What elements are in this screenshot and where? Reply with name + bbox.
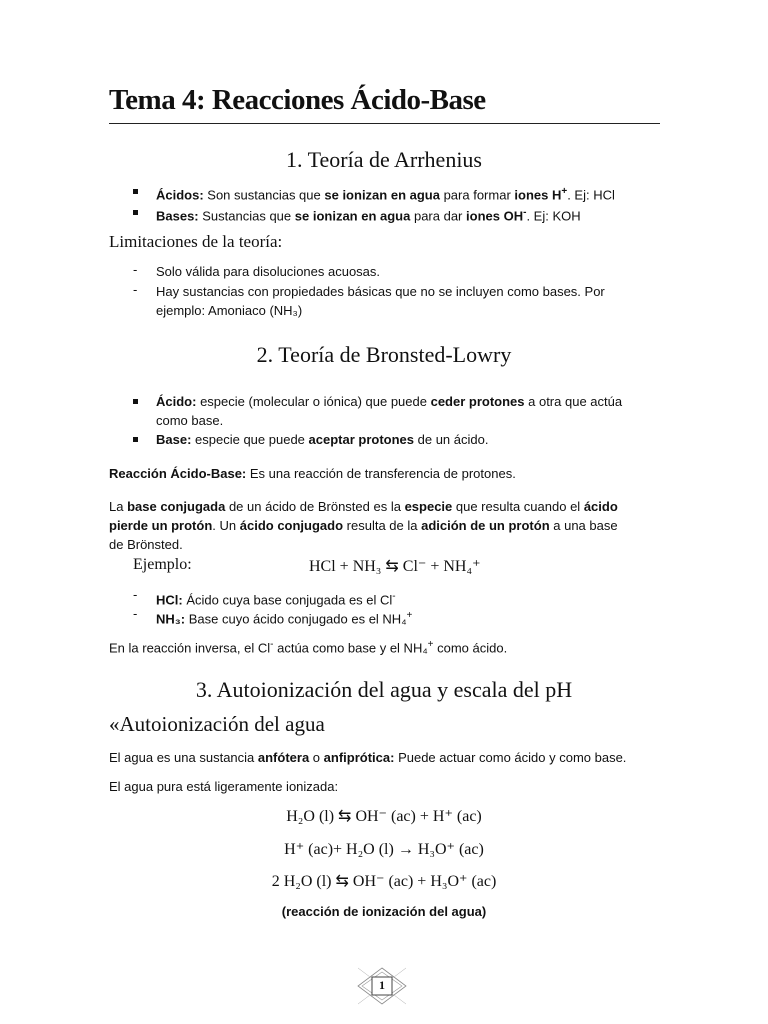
- limitation-2-line-2: ejemplo: Amoniaco (NH₃): [156, 303, 303, 318]
- conjugate-paragraph-line-1: La base conjugada de un ácido de Brönsted es la especie que resulta cuando el ácido: [109, 499, 618, 514]
- conjugate-paragraph-line-2: pierde un protón. Un ácido conjugado resulta de la adición de un protón a una base: [109, 518, 618, 533]
- bullet-icon: [133, 399, 138, 404]
- dash-marker: -: [133, 587, 138, 602]
- conjugate-paragraph-line-3: de Brönsted.: [109, 537, 183, 552]
- arrhenius-acid-item: Ácidos: Son sustancias que se ionizan en agua para formar iones H+. Ej: HCl: [156, 186, 615, 203]
- section-1-heading: 1. Teoría de Arrhenius: [285, 147, 482, 172]
- example-equation: HCl + NH₃ ⇆ Cl⁻ + NH₄⁺: [309, 558, 481, 575]
- equation-2: H⁺ (ac)+ H₂O (l) → H₃O⁺ (ac): [284, 841, 484, 858]
- section-2-heading: 2. Teoría de Bronsted-Lowry: [256, 342, 512, 367]
- equation-caption: (reacción de ionización del agua): [281, 904, 487, 919]
- example-note-nh3: NH₃: Base cuyo ácido conjugado es el NH₄+: [156, 610, 413, 627]
- title-rule: [109, 123, 660, 124]
- autoionization-subheading: «Autoionización del agua: [109, 712, 325, 736]
- dash-marker: -: [133, 262, 138, 277]
- equation-3: 2 H₂O (l) ⇆ OH⁻ (ac) + H₃O⁺ (ac): [271, 873, 497, 890]
- bullet-icon: [133, 437, 138, 442]
- bullet-icon: [133, 189, 138, 194]
- bronsted-base-item: Base: especie que puede aceptar protones de un ácido.: [156, 432, 489, 447]
- section-3-heading: 3. Autoionización del agua y escala del pH: [195, 677, 573, 702]
- limitations-heading: Limitaciones de la teoría:: [109, 232, 283, 251]
- page-title: Tema 4: Reacciones Ácido-Base: [109, 84, 486, 116]
- ionized-water-paragraph: El agua pura está ligeramente ionizada:: [109, 779, 339, 794]
- example-label: Ejemplo:: [133, 556, 192, 573]
- dash-marker: -: [133, 606, 138, 621]
- example-note-hcl: HCl: Ácido cuya base conjugada es el Cl-: [156, 591, 396, 608]
- limitation-2-line-1: Hay sustancias con propiedades básicas que no se incluyen como bases. Por: [156, 284, 605, 299]
- arrhenius-base-item: Bases: Sustancias que se ionizan en agua para dar iones OH-. Ej: KOH: [156, 207, 581, 224]
- acid-base-reaction-definition: Reacción Ácido-Base: Es una reacción de transferencia de protones.: [109, 466, 516, 481]
- amphoteric-paragraph: El agua es una sustancia anfótera o anfiprótica: Puede actuar como ácido y como base.: [109, 750, 627, 765]
- bullet-icon: [133, 210, 138, 215]
- dash-marker: -: [133, 282, 138, 297]
- inverse-reaction-note: En la reacción inversa, el Cl- actúa como base y el NH₄+ como ácido.: [109, 639, 508, 656]
- limitation-1: Solo válida para disoluciones acuosas.: [156, 264, 381, 279]
- bronsted-acid-item: Ácido: especie (molecular o iónica) que puede ceder protones a otra que actúa: [156, 394, 623, 409]
- bronsted-acid-item-cont: como base.: [156, 413, 224, 428]
- page-number: 1: [379, 978, 385, 992]
- equation-1: H₂O (l) ⇆ OH⁻ (ac) + H⁺ (ac): [286, 808, 482, 825]
